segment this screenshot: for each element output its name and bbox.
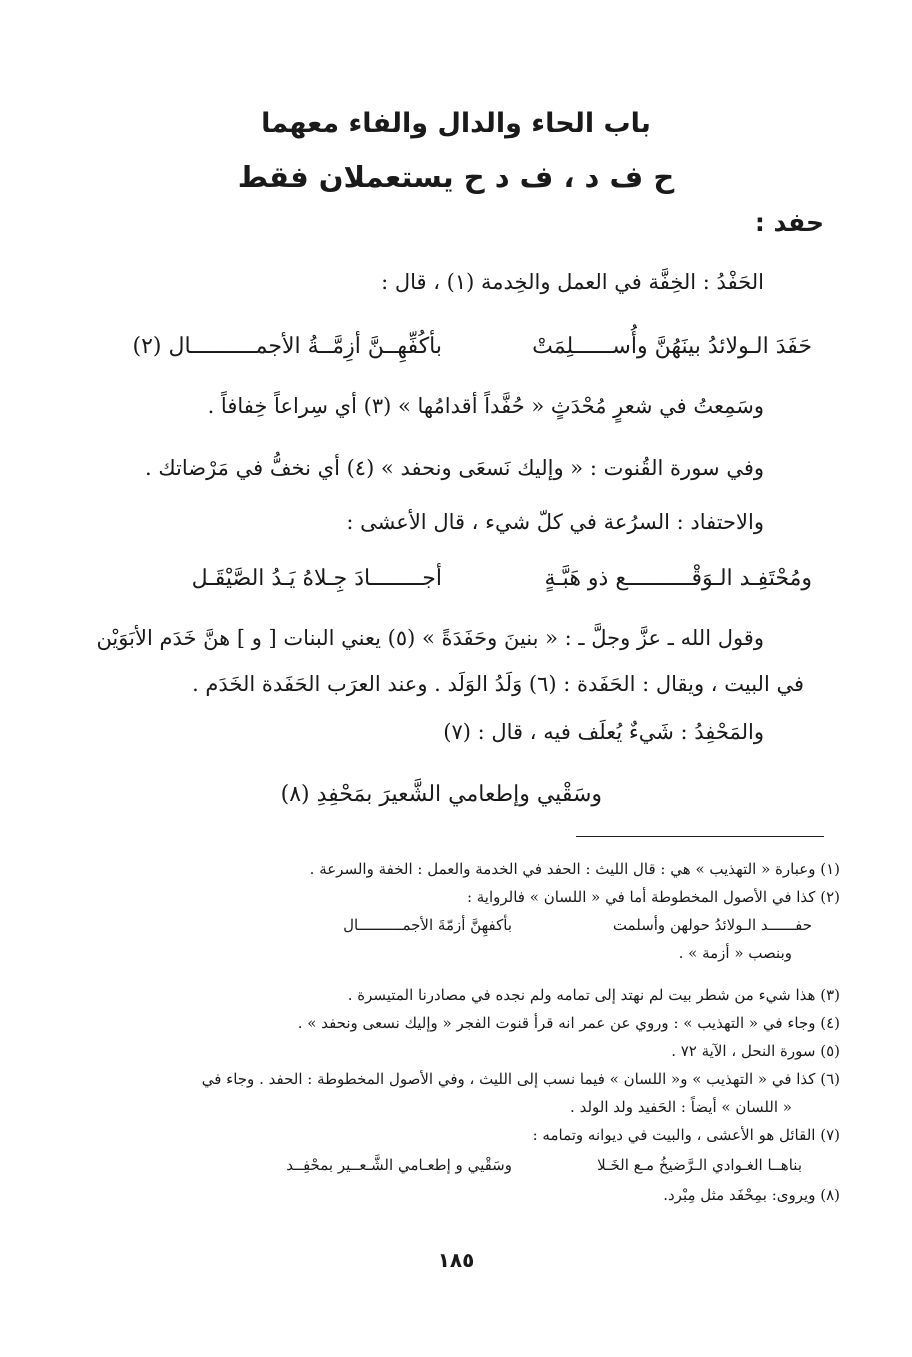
footnote-2: (٢) كذا في الأصول المخطوطة أما في « اللسان » فالرواية : (466, 888, 840, 906)
footnote-2-verse-second: بأكفهِنَّ أزمّةَ الأجمــــــــــال (343, 916, 512, 934)
verse2-second-hemistich: أجــــــــادَ جِـلاهُ يَـدُ الصَّيْقَـل (191, 566, 442, 591)
chapter-title: باب الحاء والدال والفاء معهما (261, 108, 651, 139)
paragraph-quran-b: في البيت ، ويقال : الحَفَدة : (٦) وَلَدُ الوَلَد . وعند العرَب الحَفَدة الخَدَم . (192, 672, 804, 696)
paragraph-qunut: وفي سورة القُنوت : « وإليك نَسعَى ونحفد » (٤) أي نخفُّ في مَرْضاتك . (144, 456, 764, 480)
footnote-2-note: وبنصب « أزمة » . (678, 944, 792, 962)
footnote-6b: « اللسان » أيضاً : الحَفيد ولد الولد . (570, 1098, 792, 1116)
footnote-7: (٧) القائل هو الأعشى ، والبيت في ديوانه وتمامه : (532, 1126, 840, 1144)
paragraph-ihtifad: والاحتفاد : السرُعة في كلّ شيء ، قال الأعشى : (346, 510, 764, 534)
paragraph-mahfid: والمَحْفِدُ : شَيءٌ يُعلَف فيه ، قال : (٧) (443, 720, 764, 744)
footnote-separator (576, 836, 824, 837)
chapter-subtitle: ح ف د ، ف د ح يستعملان فقط (237, 160, 675, 194)
page-number: ١٨٥ (437, 1248, 475, 1272)
footnote-8: (٨) ويروى: بمِحْفَد مثل مِبْرد. (663, 1186, 840, 1204)
paragraph-definition: الحَفْدُ : الخِفَّة في العمل والخِدمة (١) ، قال : (381, 270, 764, 294)
footnote-7-verse-second: وسَقْيي و إطعـامي الشَّـعــير بمحْفِــد (286, 1156, 512, 1174)
footnote-3: (٣) هذا شيء من شطر بيت لم نهتد إلى تمامه ولم نجده في مصادرنا المتيسرة . (347, 986, 840, 1004)
footnote-2-verse-first: حفــــــد الـولائدُ حولهن وأسلمت (612, 916, 812, 934)
verse3: وسَقْيي وإطعامي الشَّعيرَ بمَحْفِدِ (٨) (280, 782, 602, 807)
entry-headword: حفد : (754, 208, 824, 237)
verse2-first-hemistich: ومُحْتَفِـد الـوَقْــــــــــع ذو هَبَّـةٍ (544, 566, 812, 591)
paragraph-heard: وسَمِعتُ في شعرٍ مُحْدَثٍ « حُفَّداً أقدامُها » (٣) أي سِراعاً خِفافاً . (207, 394, 764, 418)
footnote-4: (٤) وجاء في « التهذيب » : وروي عن عمر انه قرأ قنوت الفجر « وإليك نسعى ونحفد » . (297, 1014, 840, 1032)
paragraph-quran-a: وقول الله ـ عزَّ وجلَّ ـ : « بنينَ وحَفَدَةً » (٥) يعني البنات [ و ] هنَّ خَدَم الأبَوَيْن (96, 626, 764, 650)
footnote-7-verse-first: بناهــا الغـوادي الـرَّضيخُ مـع الخَـلا (597, 1156, 802, 1174)
verse1-second-hemistich: بأكُفِّهِــنَّ أزِمَّــةُ الأجمــــــــــال (٢) (132, 334, 442, 359)
footnote-5: (٥) سورة النحل ، الآية ٧٢ . (671, 1042, 840, 1060)
footnote-1: (١) وعبارة « التهذيب » هي : قال الليث : الحفد في الخدمة والعمل : الخفة والسرعة . (309, 860, 840, 878)
verse1-first-hemistich: حَفَدَ الـولائدُ بينَهُنَّ وأُســــــلِمَتْ (532, 334, 812, 359)
footnote-6a: (٦) كذا في « التهذيب » و« اللسان » فيما نسب إلى الليث ، وفي الأصول المخطوطة : الحفد . وجاء في (201, 1070, 840, 1088)
